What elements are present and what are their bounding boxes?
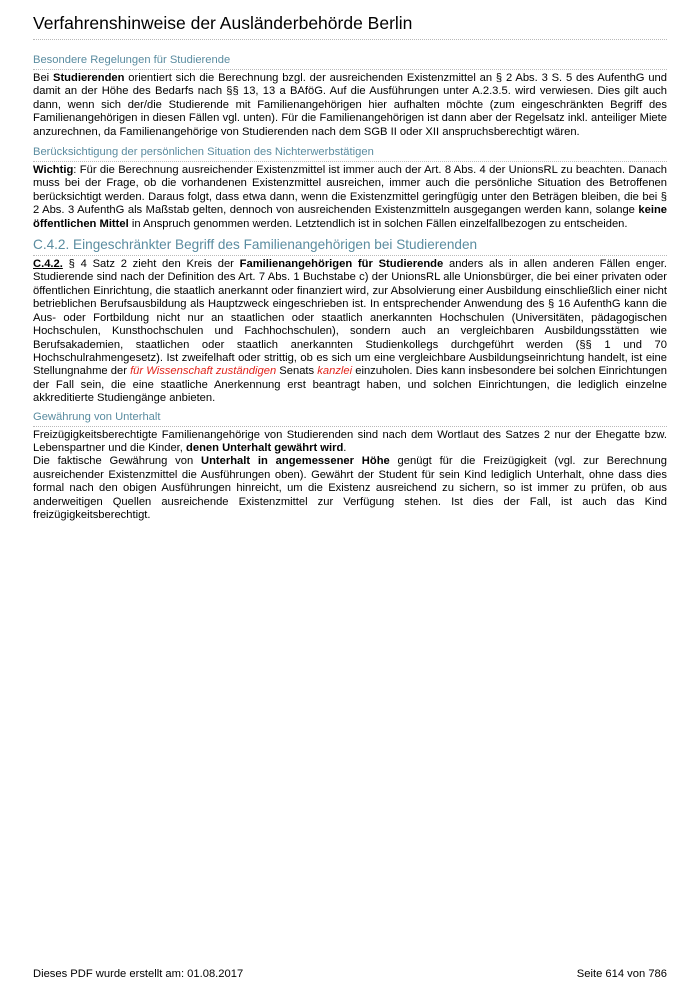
text-run: Freizügigkeitsberechtigte Familienangehörige von Studierenden sind nach dem Wortlaut des Satzes 2 nur der Ehegatte bzw. Lebenspartner und die Kinder, bbox=[33, 428, 667, 454]
section-heading-persoenliche-situation: Berücksichtigung der persönlichen Situation des Nichterwerbstätigen bbox=[33, 146, 667, 162]
section-heading-studierende: Besondere Regelungen für Studierende bbox=[33, 54, 667, 70]
text-run: einzuholen. Dies kann insbesondere bei solchen Einrichtungen der Fall sein, die eine staatliche Anerkennung erst beantragt haben, und solchen Einrichtungen, die lediglich einzelne akkreditierte Studiengänge anbieten. bbox=[33, 365, 667, 405]
chapter-heading-c-4-2: C.4.2. Eingeschränkter Begriff des Familienangehörigen bei Studierenden bbox=[33, 237, 667, 256]
footer-page-number: Seite 614 von 786 bbox=[576, 968, 667, 980]
text-run: : Für die Berechnung ausreichender Existenzmittel ist immer auch der Art. 8 Abs. 4 der UnionsRL zu beachten. Danach muss bei der Frage, ob die vorhandenen Existenzmittel ausreichen, immer auch die persönliche Situation des Betroffenen berücksichtigt werden. Daraus folgt, dass etwa dann, wenn die Existenzmittel geringfügig unter den Beträgen bleiben, die bei § 2 Abs. 3 AufenthG als Maßstab gelten, dennoch von ausreichenden Existenzmitteln ausgegangen werden kann, solange bbox=[33, 164, 667, 217]
paragraph-studierende bbox=[33, 72, 667, 139]
text-run: . bbox=[343, 441, 347, 454]
text-run: genügt für die Freizügigkeit (vgl. zur Berechnung ausreichender Existenzmittel die Ausführungen oben). Gewährt der Student für sein Kind lediglich Unterhalt, ohne dass dies formal nach den obigen Ausführungen hinreicht, um die Existenz ausreichend zu sichern, so ist immer zu prüfen, ob aus anderweitigen Quellen ausreichende Existenzmittel zur Verfügung stehen. Ist dies der Fall, ist auch das Kind freizügigkeitsberechtigt. bbox=[33, 455, 667, 521]
text-run: § 4 Satz 2 zieht den Kreis der bbox=[62, 258, 240, 271]
bold-run: Wichtig bbox=[33, 164, 74, 177]
text-run: Bei bbox=[33, 72, 53, 84]
section-heading-unterhalt: Gewährung von Unterhalt bbox=[33, 411, 667, 427]
page-title: Verfahrenshinweise der Ausländerbehörde Berlin bbox=[33, 13, 667, 40]
bold-run: keine öffentlichen Mittel bbox=[33, 204, 667, 230]
footer-created-date: Dieses PDF wurde erstellt am: 01.08.2017 bbox=[33, 968, 244, 980]
section-reference: C.4.2. bbox=[33, 258, 63, 271]
text-run: anders als in allen anderen Fällen enger. Studierende sind nach der Definition des Art. 7 Abs. 1 Buchstabe c) der UnionsRL alle Unionsbürger, die bei einer privaten oder öffentlichen Einrichtung, die staatlich anerkannt oder finanziert wird, zur Absolvierung einer Ausbildung einschließlich einer nicht betrieblichen Berufsausbildung als Hauptzweck eingeschrieben ist. In entsprechender Anwendung des § 16 AufenthG kann die Aus- oder Fortbildung nicht nur an staatlichen oder staatlich anerkannten Hochschulen (Universitäten, pädagogischen Hochschulen, Kunsthochschulen und Fachhochschulen), sondern auch an vergleichbaren Ausbildungsstätten wie Berufsakademien, staatlichen oder staatlich anerkannten Studienkollegs durchgeführt werden (§§ 1 und 70 Hochschulrahmengesetz). Ist zweifelhaft oder strittig, ob es sich um eine vergleichbare Ausbildungseinrichtung handelt, ist eine Stellungnahme der bbox=[33, 258, 668, 378]
paragraph-c-4-2 bbox=[33, 258, 667, 405]
bold-run: Familienangehörigen für Studierende bbox=[239, 258, 444, 271]
highlighted-run: kanzlei bbox=[317, 365, 353, 378]
document-page bbox=[33, 0, 667, 522]
bold-run: denen Unterhalt gewährt wird bbox=[186, 441, 344, 454]
text-run: in Anspruch genommen werden. Letztendlich ist in solchen Fällen einzelfallbezogen zu entscheiden. bbox=[128, 217, 628, 230]
paragraph-persoenliche-situation bbox=[33, 164, 667, 231]
highlighted-run: für Wissenschaft zuständigen bbox=[130, 365, 277, 378]
text-run: Die faktische Gewährung von bbox=[33, 455, 201, 468]
bold-run: Unterhalt in angemessener Höhe bbox=[201, 455, 390, 468]
paragraph-unterhalt-1 bbox=[33, 429, 667, 456]
paragraph-unterhalt-2 bbox=[33, 455, 667, 522]
text-run: Senats bbox=[276, 365, 318, 378]
text-run: orientiert sich die Berechnung bzgl. der ausreichenden Existenzmittel an § 2 Abs. 3 S. 5 des AufenthG und damit an der Höhe des Bedarfs nach §§ 13, 13 a BAföG. Auf die Ausführungen unter A.2.3.5. wird verwiesen. Dies gilt auch dann, wenn sich der/die Studierende mit Familienangehörigen hier aufhalten möchte (zum eingeschränkten Begriff des Familienangehörigen in diesen Fällen vgl. unten). Für die Familienangehörigen ist dann aber der Regelsatz inkl. anteiliger Miete anzurechnen, da Familienangehörige von Studierenden nach dem SGB II oder XII anspruchsberechtigt wären. bbox=[33, 72, 667, 138]
bold-run: Studierenden bbox=[52, 72, 125, 84]
